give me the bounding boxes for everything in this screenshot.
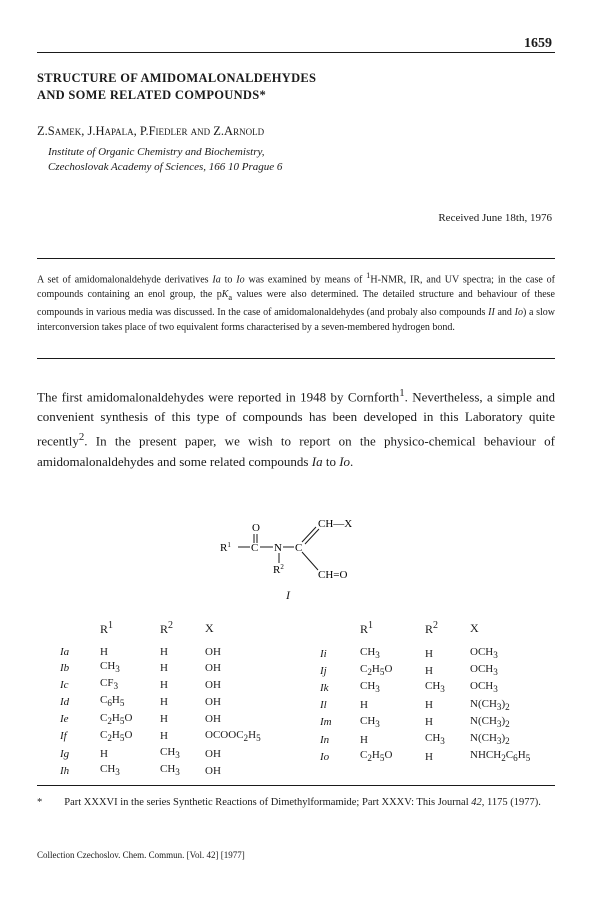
column-header-r2: $R^2$ [425, 620, 439, 636]
nitrogen-label: N [274, 542, 282, 554]
affiliation-line-1: Institute of Organic Chemistry and Biochemistry, [48, 146, 265, 158]
footnote-rule [37, 785, 555, 786]
structure-label: I [286, 588, 290, 602]
table-row: Ik $CH_3$ $CH_3$ $OCH_3$ [320, 680, 498, 695]
page-number: 1659 [524, 36, 552, 51]
column-header-r1: $R^1$ [100, 620, 114, 636]
table-row: Ij $C_2H_5O$ H $OCH_3$ [320, 663, 498, 678]
column-header-r1: $R^1$ [360, 620, 374, 636]
oxygen-label: O [252, 522, 260, 534]
ch-x-label: CH—X [318, 518, 353, 530]
ch-o-label: CH=O [318, 569, 348, 581]
footnote: * Part XXXVI in the series Synthetic Reactions of Dimethylformamide; Part XXXV: This Journal 42, 1175 (1977). [37, 797, 541, 808]
authors: Z.Samek, J.Hapala, P.Fiedler and Z.Arnold [37, 124, 265, 138]
r1-label: $R^1$ [220, 541, 231, 554]
journal-footer: Collection Czechoslov. Chem. Commun. [Vol. 42] [1977] [37, 850, 245, 860]
table-row: Ig H $CH_3$ OH [60, 745, 221, 761]
table-row: Im $CH_3$ H $N(CH_3)_2$ [320, 714, 510, 729]
table-row: Ib $CH_3$ H OH [60, 660, 221, 675]
column-header-compound [320, 620, 360, 645]
reference-2[interactable]: 2 [78, 431, 85, 444]
title-line-2: AND SOME RELATED COMPOUNDS* [37, 88, 267, 102]
compound-table-left [60, 620, 295, 779]
title-line-1: STRUCTURE OF AMIDOMALONALDEHYDES [37, 71, 317, 85]
reference-1[interactable]: 1 [399, 387, 405, 399]
chemical-structure [200, 515, 400, 615]
table-row: Id $C_6H_5$ H OH [60, 694, 221, 709]
table-row: In H $CH_3$ $N(CH_3)_2$ [320, 731, 510, 747]
table-row: Il H H $N(CH_3)_2$ [320, 697, 510, 712]
table-row: Ia H H OH [60, 646, 221, 658]
table-row: Ie $C_2H_5O$ H OH [60, 711, 221, 726]
central-carbon-label: C [295, 542, 303, 554]
column-header-r2: $R^2$ [160, 620, 174, 636]
column-header-compound [60, 620, 100, 645]
affiliation-line-2: Czechoslovak Academy of Sciences, 166 10 Prague 6 [48, 161, 283, 173]
column-header-x: X [205, 621, 214, 635]
header-rule [37, 52, 555, 53]
carbonyl-carbon-label: C [251, 542, 259, 554]
table-row: Ih $CH_3$ $CH_3$ OH [60, 763, 221, 778]
paper-title [37, 70, 517, 104]
abstract-top-rule [37, 258, 555, 259]
table-row: If $C_2H_5O$ H $OCOOC_2H_5$ [60, 728, 261, 743]
intro-paragraph: The first amidomalonaldehydes were reported in 1948 by Cornforth$^1$. Nevertheless, a simple and convenient synthesis of this type of compounds has been developed in this Laboratory quite recently$^2$. In the present paper, we wish to report on the physico-chemical behaviour of amidomalonaldehydes and some related compounds Ia to Io. [37, 387, 556, 469]
r2-label: $R^2$ [273, 563, 284, 576]
affiliation [48, 145, 282, 175]
abstract: A set of amidomalonaldehyde derivatives Ia to Io was examined by means of $^1$H-NMR, IR, and UV spectra; in the case of compounds containing an enol group, the $pK_a$ values were also determined. The detailed structure and behaviour of these compounds in various media was discussed. In the case of amidomalonaldehydes (and probaly also compounds II and Io) a slow interconversion takes place of two equivalent forms characterised by a seven-membered hydrogen bond. [37, 271, 555, 334]
table-row: Io $C_2H_5O$ H $NHCH_2C_6H_5$ [320, 749, 531, 764]
table-row: Ic $CF_3$ H OH [60, 677, 221, 692]
received-date: Received June 18th, 1976 [438, 212, 552, 224]
compound-table-right [320, 620, 560, 765]
table-row: Ii $CH_3$ H $OCH_3$ [320, 646, 498, 661]
column-header-x: X [470, 621, 479, 635]
abstract-bottom-rule [37, 358, 555, 359]
